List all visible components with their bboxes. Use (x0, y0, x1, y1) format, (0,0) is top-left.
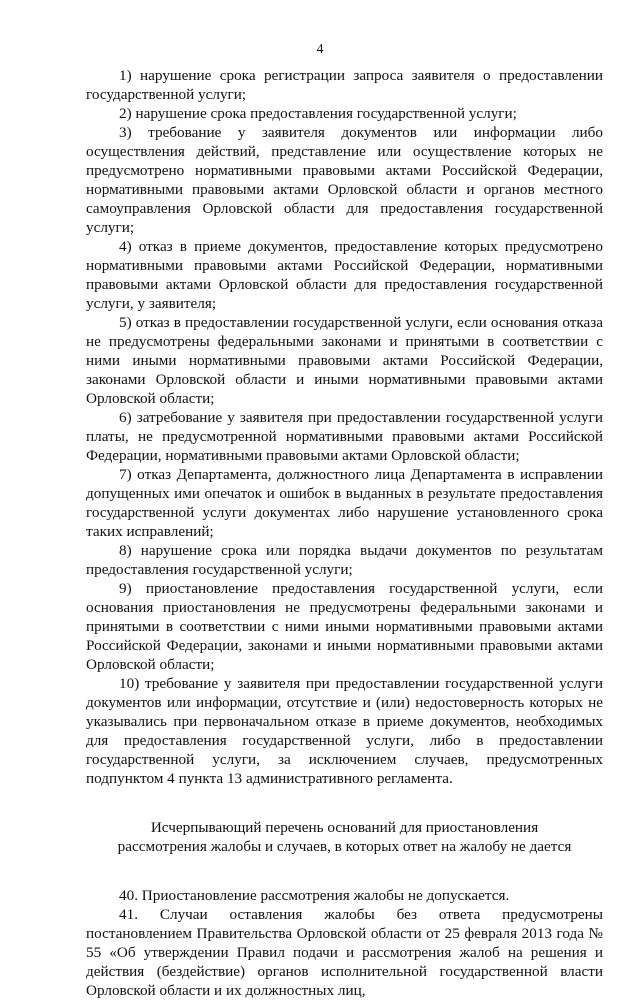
list-item-2: 2) нарушение срока предоставления государственной услуги; (119, 105, 517, 122)
list-item-10: 10) требование у заявителя при предоставлении государственной услуги документов или информации, отсутствие и (или) недостоверность которых не указывались при первоначальном отказе в приеме документов, необходимых для предоставления государственной услуги, либо в предоставлении государственной услуги, за исключением случаев, предусмотренных подпунктом 4 пункта 13 административного регламента. (86, 675, 603, 787)
page-number: 4 (316, 42, 324, 57)
list-item-6: 6) затребование у заявителя при предоставлении государственной услуги платы, не предусмотренной нормативными правовыми актами Российской Федерации, нормативными правовыми актами Орловской области; (86, 409, 603, 464)
document-body (86, 66, 603, 1000)
list-item-7: 7) отказ Департамента, должностного лица Департамента в исправлении допущенных ими опечаток и ошибок в выданных в результате предоставления государственной услуги документах либо нарушение установленного срока таких исправлений; (86, 466, 603, 540)
section-heading-line-2: рассмотрения жалобы и случаев, в которых ответ на жалобу не дается (117, 838, 572, 855)
clause-41: 41. Случаи оставления жалобы без ответа предусмотрены постановлением Правительства Орловской области от 25 февраля 2013 года № 55 «Об утверждении Правил подачи и рассмотрения жалоб на решения и действия (бездействие) органов исполнительной государственной власти Орловской области и их должностных лиц, (86, 906, 603, 999)
list-item-1: 1) нарушение срока регистрации запроса заявителя о предоставлении государственной услуги; (86, 67, 603, 103)
list-item-9: 9) приостановление предоставления государственной услуги, если основания приостановления не предусмотрены федеральными законами и принятыми в соответствии с ними иными нормативными правовыми актами Российской Федерации, законами и иными нормативными правовыми актами Орловской области; (86, 580, 603, 673)
section-heading (86, 818, 603, 856)
list-item-4: 4) отказ в приеме документов, предоставление которых предусмотрено нормативными правовыми актами Российской Федерации, нормативными правовыми актами Орловской области для предоставления государственной услуги, у заявителя; (86, 238, 603, 312)
list-item-5: 5) отказ в предоставлении государственной услуги, если основания отказа не предусмотрены федеральными законами и принятыми в соответствии с ними иными нормативными правовыми актами Российской Федерации, законами Орловской области и иными нормативными правовыми актами Орловской области; (86, 314, 603, 407)
list-item-8: 8) нарушение срока или порядка выдачи документов по результатам предоставления государственной услуги; (86, 542, 603, 578)
clause-40: 40. Приостановление рассмотрения жалобы не допускается. (119, 887, 510, 904)
list-item-3: 3) требование у заявителя документов или информации либо осуществления действий, представление или осуществление которых не предусмотрено нормативными правовыми актами Российской Федерации, нормативными правовыми актами Орловской области и органов местного самоуправления Орловской области для предоставления государственной услуги; (86, 124, 603, 236)
section-heading-line-1: Исчерпывающий перечень оснований для приостановления (150, 819, 539, 836)
